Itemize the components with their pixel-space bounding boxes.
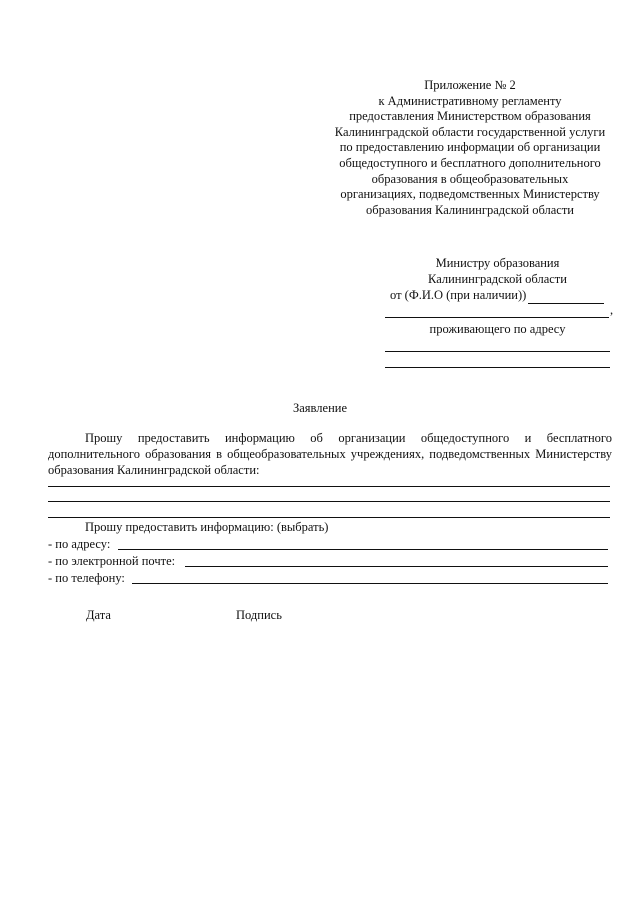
option-address-row [48, 536, 612, 553]
appendix-line: предоставления Министерством образования [349, 109, 591, 124]
addressee-region: Калининградской области [428, 272, 567, 286]
name-field[interactable] [528, 287, 604, 304]
request-line-2[interactable] [48, 501, 610, 502]
name-continuation-row [380, 303, 615, 319]
from-label: от (Ф.И.О (при наличии)) [390, 288, 527, 302]
appendix-line: образования Калининградской области [365, 202, 574, 217]
appendix-line: Приложение № 2 [424, 78, 516, 92]
residing-label: проживающего по адресу [429, 322, 566, 336]
name-continuation-field[interactable] [385, 303, 609, 318]
option-address-label: - по адресу: [48, 537, 111, 551]
addressee-block [380, 255, 615, 369]
option-address-field[interactable] [118, 549, 608, 550]
request-line-1[interactable] [48, 486, 610, 487]
address-row-1 [380, 337, 615, 353]
address-row-2 [380, 353, 615, 369]
addressee-minister: Министру образования [435, 256, 560, 270]
option-phone-row [48, 570, 612, 587]
document-title: Заявление [292, 401, 347, 415]
option-email-field[interactable] [185, 566, 608, 567]
option-phone-field[interactable] [132, 583, 608, 584]
request-line-3[interactable] [48, 517, 610, 518]
address-field-1[interactable] [385, 337, 610, 352]
options-intro: Прошу предоставить информацию: (выбрать) [85, 520, 329, 534]
option-email-label: - по электронной почте: [48, 554, 176, 568]
option-phone-label: - по телефону: [48, 571, 125, 585]
option-email-row [48, 553, 612, 570]
signature-label: Подпись [236, 608, 282, 622]
request-text: Прошу предоставить информацию об организации общедоступного и бесплатного дополнительного образования в общеобразовательных учреждениях, подведомственных Министерству образования Калининградской области: [48, 431, 612, 477]
appendix-line: Калининградской области государственной услуги [334, 124, 606, 139]
comma: , [610, 303, 614, 317]
address-field-2[interactable] [385, 353, 610, 368]
date-label: Дата [86, 608, 111, 622]
appendix-line: образования в общеобразовательных [371, 171, 569, 186]
appendix-line: к Административному регламенту [378, 93, 562, 108]
appendix-line: по предоставлению информации об организации [339, 140, 601, 155]
appendix-line: организациях, подведомственных Министерству [340, 187, 600, 202]
options-block [48, 519, 612, 587]
appendix-header [305, 78, 635, 218]
from-row [380, 287, 615, 303]
appendix-line: общедоступного и бесплатного дополнительного [339, 155, 601, 170]
